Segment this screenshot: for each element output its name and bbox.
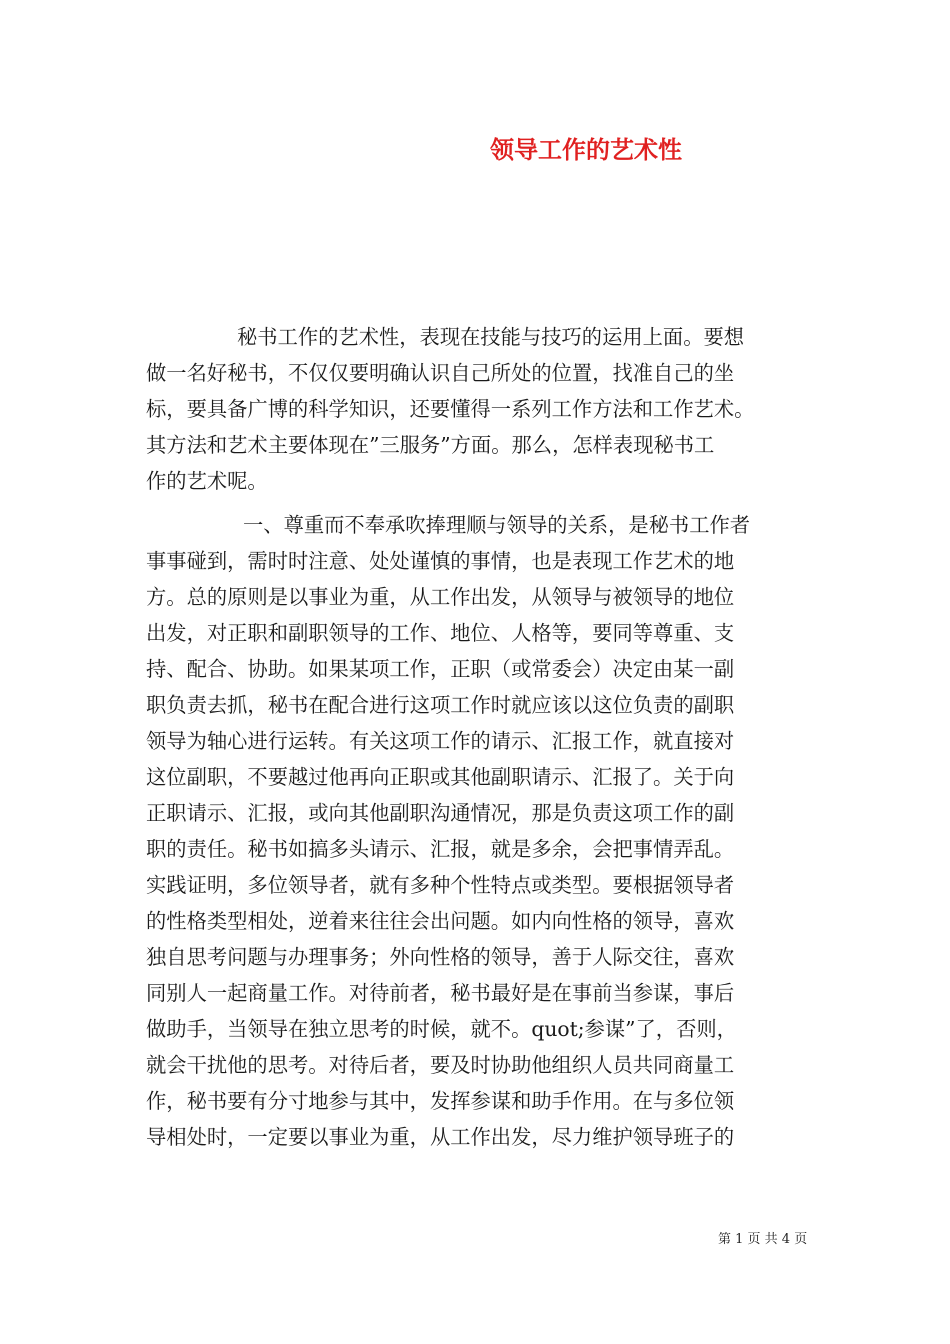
- body-line-14: 正职请示、汇报，或向其他副职沟通情况，那是负责这项工作的副: [146, 801, 735, 825]
- body-line-6: 一、尊重而不奉承吹捧理顺与领导的关系，是秘书工作者: [243, 513, 751, 537]
- body-line-23: 导相处时，一定要以事业为重，从工作出发，尽力维护领导班子的: [146, 1125, 735, 1149]
- body-line-12: 领导为轴心进行运转。有关这项工作的请示、汇报工作，就直接对: [146, 729, 735, 753]
- body-line-18: 独自思考问题与办理事务；外向性格的领导，善于人际交往，喜欢: [146, 945, 735, 969]
- body-line-11: 职负责去抓，秘书在配合进行这项工作时就应该以这位负责的副职: [146, 693, 735, 717]
- body-line-15: 职的责任。秘书如搞多头请示、汇报，就是多余，会把事情弄乱。: [146, 837, 735, 861]
- body-line-1: 秘书工作的艺术性，表现在技能与技巧的运用上面。要想: [237, 325, 745, 349]
- body-line-22: 作，秘书要有分寸地参与其中，发挥参谋和助手作用。在与多位领: [146, 1089, 735, 1113]
- page-number-footer: 第 1 页 共 4 页: [718, 1232, 808, 1247]
- document-title: 领导工作的艺术性: [490, 136, 682, 164]
- body-line-9: 出发，对正职和副职领导的工作、地位、人格等，要同等尊重、支: [146, 621, 735, 645]
- body-line-13: 这位副职，不要越过他再向正职或其他副职请示、汇报了。关于向: [146, 765, 735, 789]
- body-line-16: 实践证明，多位领导者，就有多种个性特点或类型。要根据领导者: [146, 873, 735, 897]
- body-line-8: 方。总的原则是以事业为重，从工作出发，从领导与被领导的地位: [146, 585, 735, 609]
- body-line-10: 持、配合、协助。如果某项工作，正职（或常委会）决定由某一副: [146, 657, 735, 681]
- body-line-4: 其方法和艺术主要体现在”三服务”方面。那么，怎样表现秘书工: [146, 433, 715, 457]
- body-line-17: 的性格类型相处，逆着来往往会出问题。如内向性格的领导，喜欢: [146, 909, 735, 933]
- body-line-21: 就会干扰他的思考。对待后者，要及时协助他组织人员共同商量工: [146, 1053, 735, 1077]
- body-line-20: 做助手，当领导在独立思考的时候，就不。quot;参谋”了，否则，: [146, 1017, 737, 1041]
- body-line-19: 同别人一起商量工作。对待前者，秘书最好是在事前当参谋，事后: [146, 981, 735, 1005]
- body-line-5: 作的艺术呢。: [146, 469, 268, 493]
- body-line-2: 做一名好秘书，不仅仅要明确认识自己所处的位置，找准自己的坐: [146, 361, 735, 385]
- body-line-3: 标，要具备广博的科学知识，还要懂得一系列工作方法和工作艺术。: [146, 397, 755, 421]
- body-line-7: 事事碰到，需时时注意、处处谨慎的事情，也是表现工作艺术的地: [146, 549, 735, 573]
